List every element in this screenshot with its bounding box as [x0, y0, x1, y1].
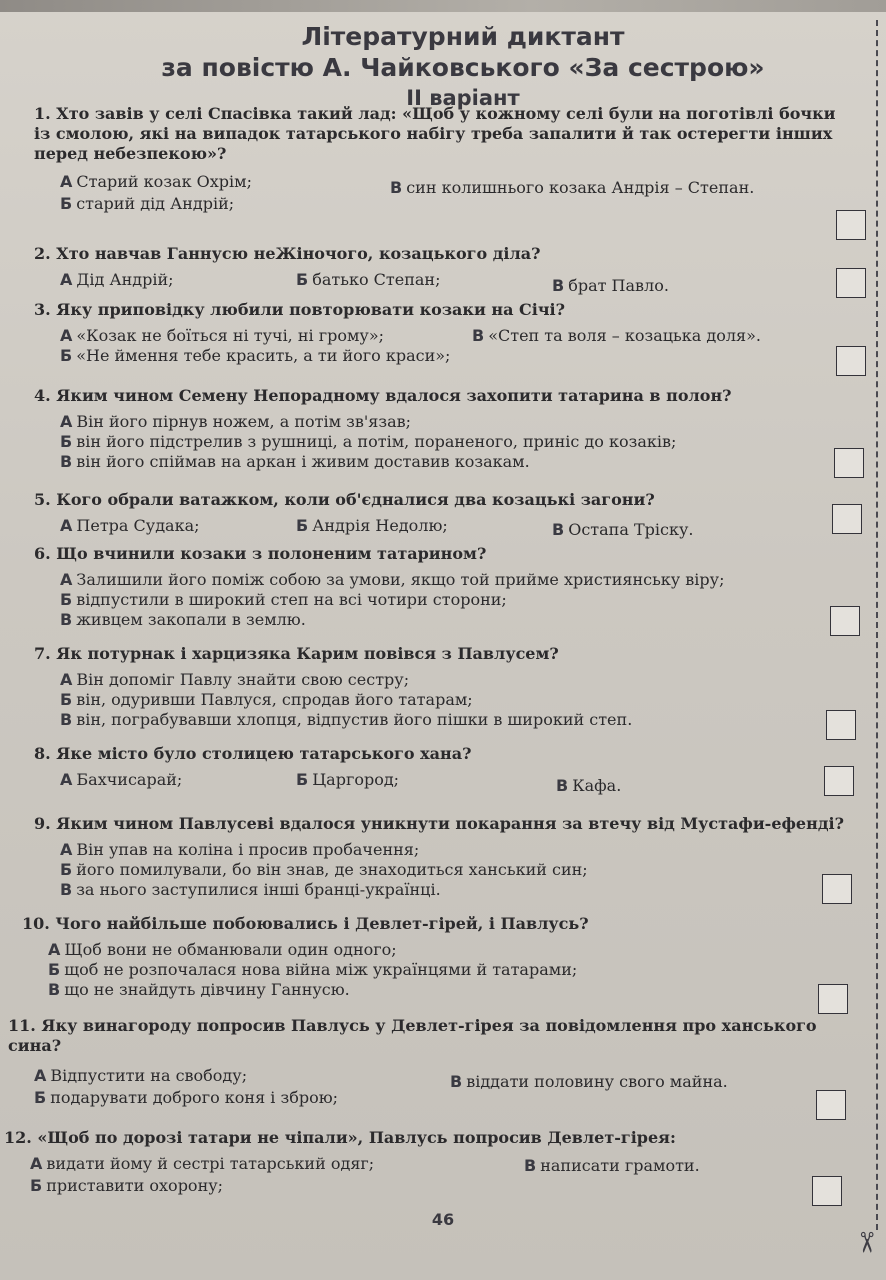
option-letter: А	[30, 1154, 43, 1173]
option-letter: Б	[296, 770, 309, 789]
option-1v: син колишнього козака Андрія – Степан.	[406, 178, 755, 197]
question-12	[4, 1128, 844, 1196]
option-4v: він його спіймав на аркан і живим доставив козакам.	[76, 452, 530, 471]
option-letter: А	[60, 326, 73, 345]
option-2v: брат Павло.	[568, 276, 669, 295]
question-7	[34, 644, 844, 730]
title-line-2: за повістю А. Чайковського «За сестрою»	[161, 53, 765, 82]
page-number: 46	[431, 1210, 455, 1229]
option-1b: старий дід Андрій;	[76, 194, 235, 213]
option-letter: В	[472, 326, 485, 345]
option-letter: В	[552, 520, 565, 539]
option-12b: приставити охорону;	[46, 1176, 224, 1195]
question-10	[22, 914, 832, 1000]
answer-box-3[interactable]	[836, 346, 866, 376]
answer-box-4[interactable]	[834, 448, 864, 478]
option-5b: Андрія Недолю;	[312, 516, 448, 535]
answer-box-9[interactable]	[822, 874, 852, 904]
answer-box-11[interactable]	[816, 1090, 846, 1120]
option-6a: Залишили його поміж собою за умови, якщо той прийме християнську віру;	[76, 570, 725, 589]
option-1a: Старий козак Охрім;	[76, 172, 252, 191]
option-letter: А	[60, 270, 73, 289]
option-letter: Б	[60, 432, 73, 451]
option-letter: Б	[60, 346, 73, 365]
question-text: 9. Яким чином Павлусеві вдалося уникнути покарання за втечу від Мустафи-ефенді?	[34, 814, 844, 833]
option-5v: Остапа Тріску.	[568, 520, 694, 539]
option-letter: А	[60, 412, 73, 431]
option-letter: В	[60, 880, 73, 899]
option-letter: Б	[60, 590, 73, 609]
option-10a: Щоб вони не обманювали один одного;	[64, 940, 397, 959]
question-text: 7. Як потурнак і харцизяка Карим повівся з Павлусем?	[34, 644, 559, 663]
answer-box-8[interactable]	[824, 766, 854, 796]
option-12v: написати грамоти.	[540, 1156, 700, 1175]
option-3b: «Не ймення тебе красить, а ти його краси»;	[76, 346, 451, 365]
option-11b: подарувати доброго коня і зброю;	[50, 1088, 339, 1107]
option-10v: що не знайдуть дівчину Ганнусю.	[64, 980, 350, 999]
answer-box-10[interactable]	[818, 984, 848, 1014]
option-7b: він, одуривши Павлуся, спродав його татарам;	[76, 690, 473, 709]
option-4a: Він його пірнув ножем, а потім зв'язав;	[76, 412, 412, 431]
question-text: 11. Яку винагороду попросив Павлусь у Девлет-гірея за повідомлення про ханського сина?	[8, 1016, 817, 1055]
answer-box-12[interactable]	[812, 1176, 842, 1206]
answer-box-6[interactable]	[830, 606, 860, 636]
question-8	[34, 744, 844, 796]
answer-box-2[interactable]	[836, 268, 866, 298]
option-2b: батько Степан;	[312, 270, 441, 289]
option-letter: В	[60, 710, 73, 729]
option-letter: Б	[60, 690, 73, 709]
option-letter: Б	[296, 270, 309, 289]
option-11v: віддати половину свого майна.	[466, 1072, 728, 1091]
question-text: 4. Яким чином Семену Непорадному вдалося захопити татарина в полон?	[34, 386, 732, 405]
option-letter: А	[60, 840, 73, 859]
option-letter: В	[450, 1072, 463, 1091]
option-letter: В	[60, 452, 73, 471]
option-3a: «Козак не боїться ні тучі, ні грому»;	[76, 326, 385, 345]
option-8b: Царгород;	[312, 770, 400, 789]
option-letter: А	[60, 770, 73, 789]
question-5	[34, 490, 844, 540]
header	[0, 22, 886, 112]
option-letter: А	[60, 516, 73, 535]
option-3v: «Степ та воля – козацька доля».	[488, 326, 761, 345]
option-5a: Петра Судака;	[76, 516, 200, 535]
answer-box-5[interactable]	[832, 504, 862, 534]
question-text: 12. «Щоб по дорозі татари не чіпали», Павлусь попросив Девлет-гірея:	[4, 1128, 676, 1147]
title-line-1: Літературний диктант	[301, 22, 625, 51]
option-10b: щоб не розпочалася нова війна між українцями й татарами;	[64, 960, 578, 979]
option-letter: В	[524, 1156, 537, 1175]
option-letter: Б	[48, 960, 61, 979]
option-11a: Відпустити на свободу;	[50, 1066, 248, 1085]
option-9b: його помилували, бо він знав, де знаходиться ханський син;	[76, 860, 588, 879]
option-9a: Він упав на коліна і просив пробачення;	[76, 840, 420, 859]
page-edge	[0, 0, 886, 12]
question-text: 1. Хто завів у селі Спасівка такий лад: «Щоб у кожному селі були на поготівлі бочки із смолою, які на випадок татарського набігу треба запалити й так остерегти інших перед небезпекою»?	[34, 104, 836, 163]
option-letter: Б	[60, 194, 73, 213]
scissors-icon: ✂	[849, 1230, 883, 1255]
option-letter: Б	[60, 860, 73, 879]
variant-label: ІІ варіант	[406, 86, 520, 110]
question-6	[34, 544, 844, 630]
question-4	[34, 386, 844, 472]
question-3	[34, 300, 844, 366]
option-12a: видати йому й сестрі татарський одяг;	[46, 1154, 375, 1173]
question-11	[8, 1016, 848, 1108]
question-text: 10. Чого найбільше побоювались і Девлет-гірей, і Павлусь?	[22, 914, 589, 933]
question-2	[34, 244, 844, 296]
option-8v: Кафа.	[572, 776, 622, 795]
option-6v: живцем закопали в землю.	[76, 610, 306, 629]
option-7v: він, пограбувавши хлопця, відпустив його пішки в широкий степ.	[76, 710, 633, 729]
question-text: 8. Яке місто було столицею татарського хана?	[34, 744, 472, 763]
option-letter: В	[48, 980, 61, 999]
option-letter: А	[60, 670, 73, 689]
option-letter: В	[556, 776, 569, 795]
question-9	[34, 814, 844, 900]
question-text: 6. Що вчинили козаки з полоненим татарином?	[34, 544, 487, 563]
option-letter: Б	[296, 516, 309, 535]
answer-box-7[interactable]	[826, 710, 856, 740]
option-4b: він його підстрелив з рушниці, а потім, пораненого, приніс до козаків;	[76, 432, 677, 451]
option-letter: А	[60, 570, 73, 589]
cut-line	[876, 20, 878, 1230]
option-letter: Б	[30, 1176, 43, 1195]
option-letter: В	[552, 276, 565, 295]
question-text: 5. Кого обрали ватажком, коли об'єдналися два козацькі загони?	[34, 490, 655, 509]
option-letter: Б	[34, 1088, 47, 1107]
option-2a: Дід Андрій;	[76, 270, 174, 289]
option-letter: А	[34, 1066, 47, 1085]
question-text: 2. Хто навчав Ганнусю неЖіночого, козацького діла?	[34, 244, 541, 263]
option-6b: відпустили в широкий степ на всі чотири сторони;	[76, 590, 507, 609]
option-letter: В	[60, 610, 73, 629]
question-text: 3. Яку приповідку любили повторювати козаки на Січі?	[34, 300, 566, 319]
option-7a: Він допоміг Павлу знайти свою сестру;	[76, 670, 410, 689]
option-9v: за нього заступилися інші бранці-українці.	[76, 880, 441, 899]
option-letter: В	[390, 178, 403, 197]
option-letter: А	[48, 940, 61, 959]
question-1	[34, 104, 844, 214]
option-8a: Бахчисарай;	[76, 770, 183, 789]
option-letter: А	[60, 172, 73, 191]
answer-box-1[interactable]	[836, 210, 866, 240]
